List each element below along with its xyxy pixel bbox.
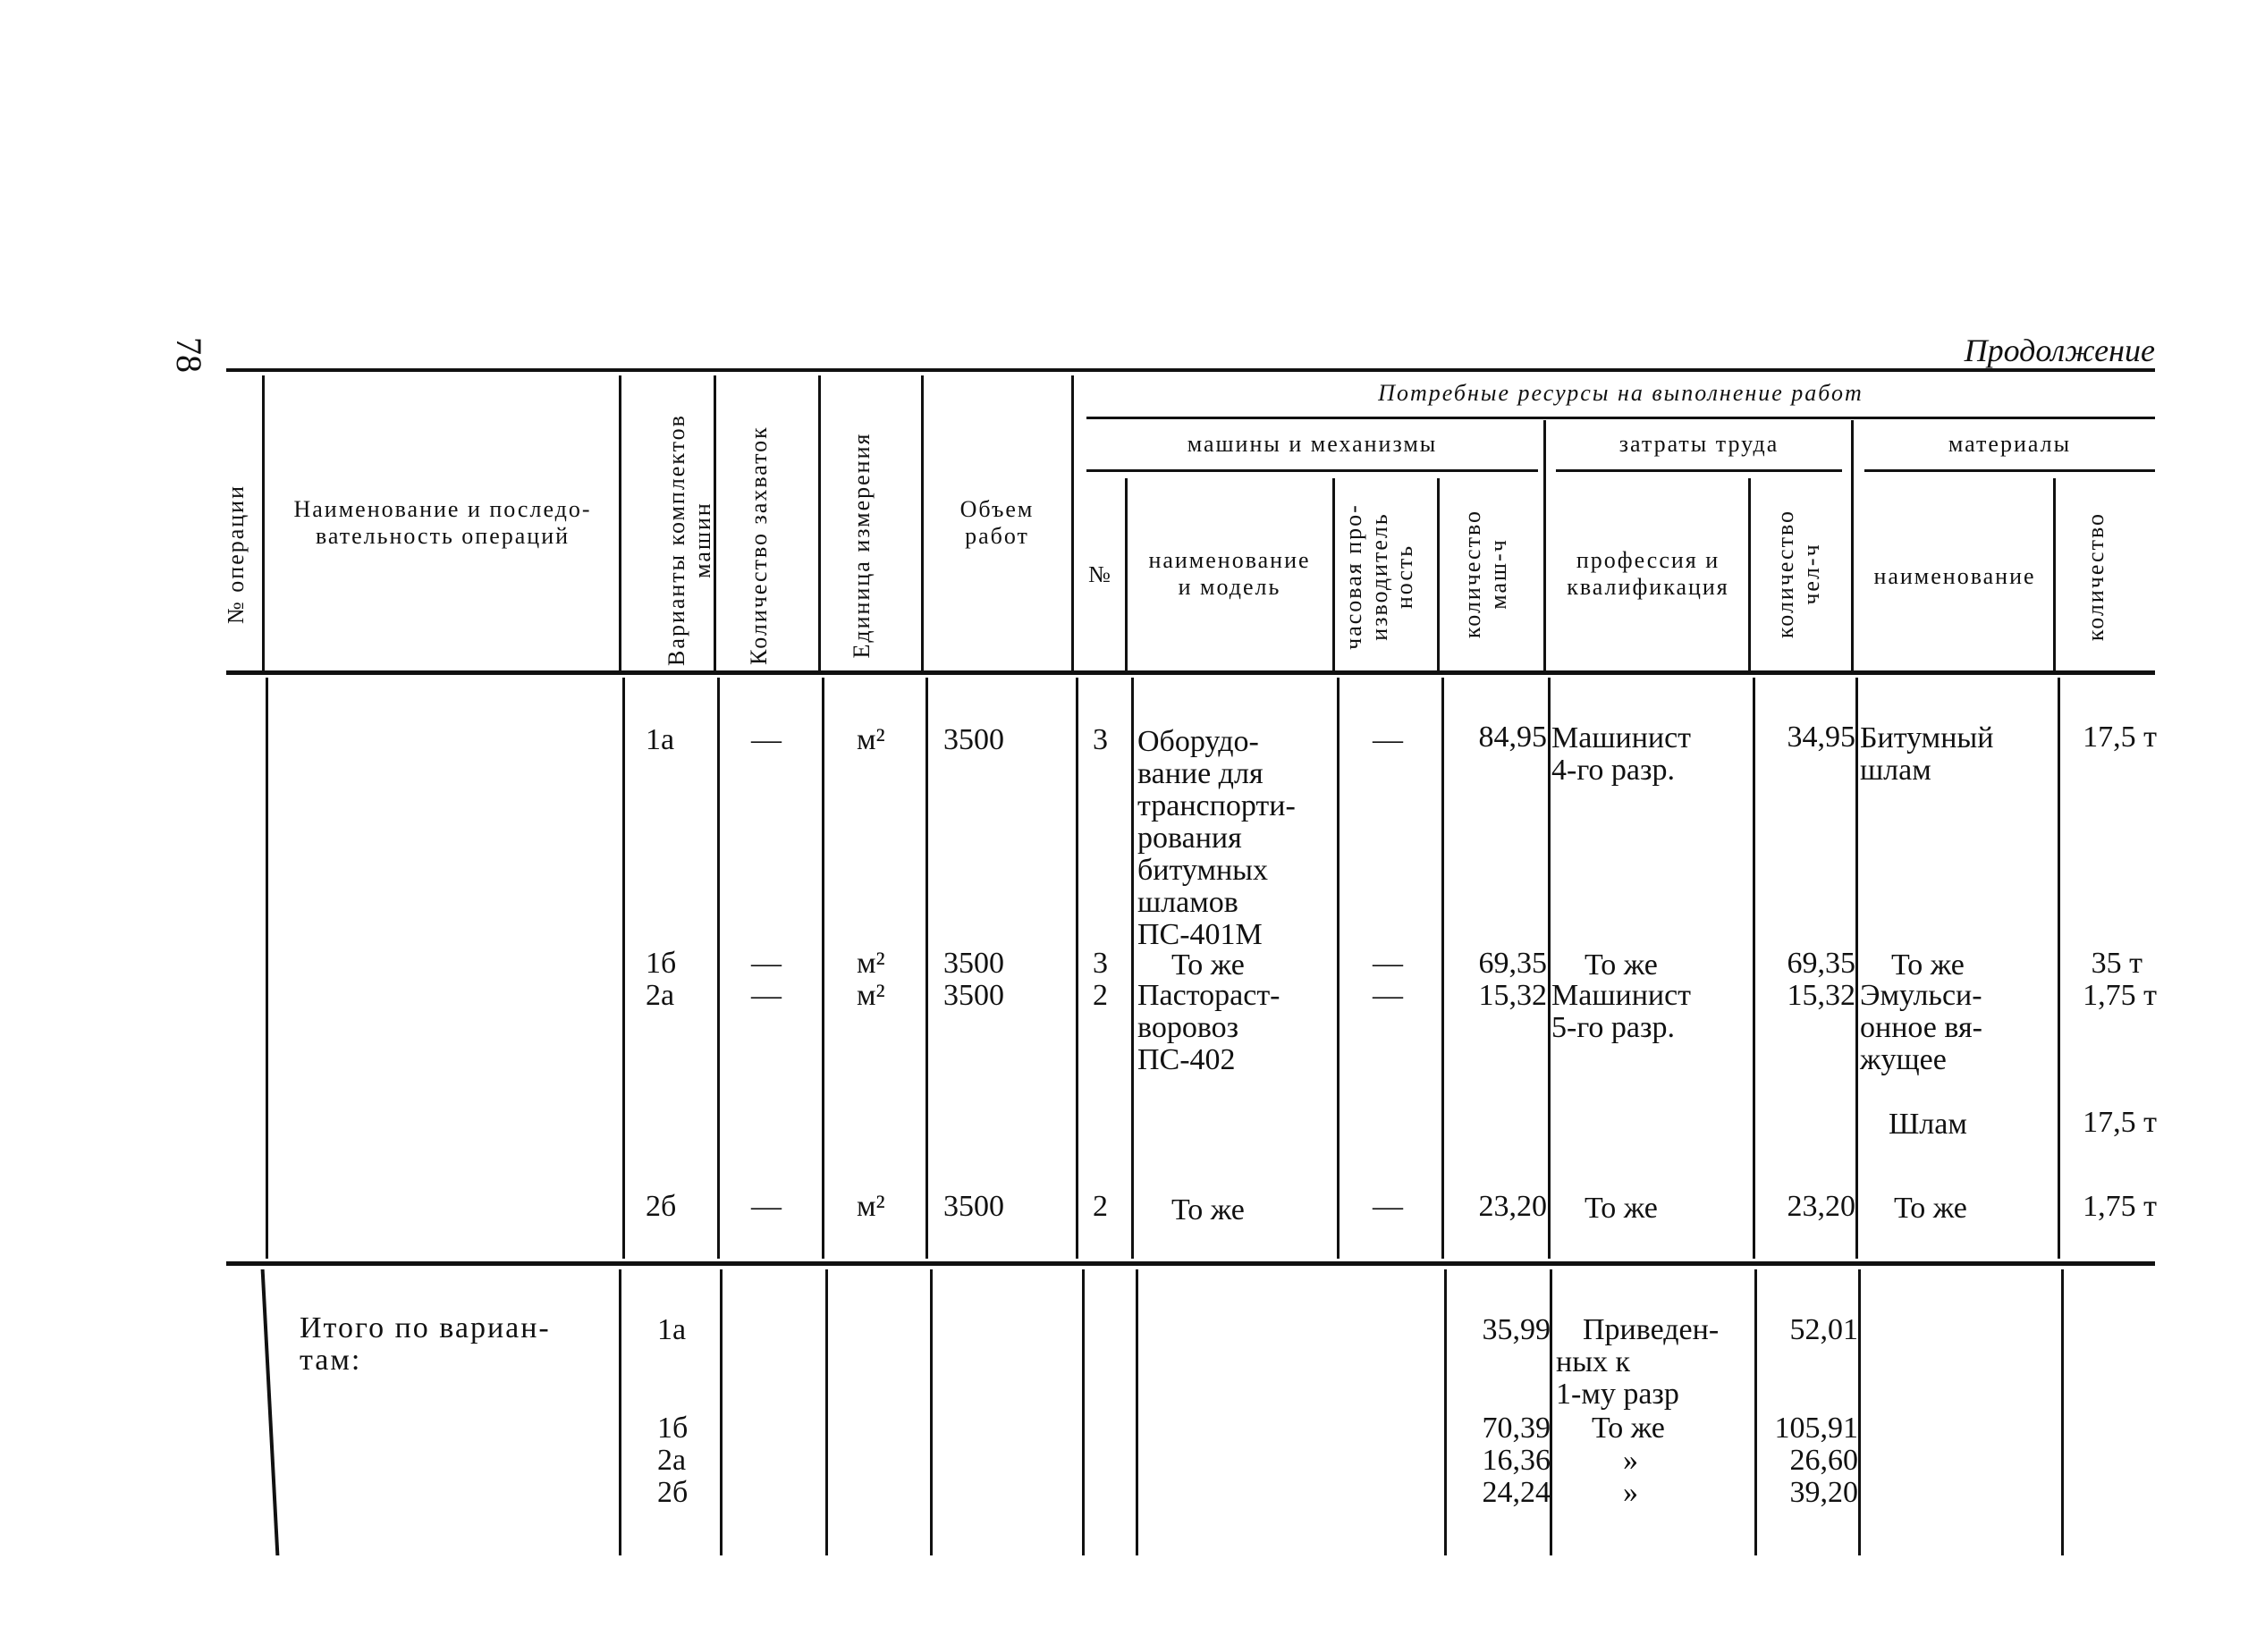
totals-row-profession: Приведен- ных к 1-му разр <box>1556 1313 1720 1412</box>
header-divider <box>262 375 265 670</box>
table-row-variant: 2б <box>646 1190 677 1223</box>
header-divider <box>921 375 924 670</box>
totals-divider <box>619 1269 621 1555</box>
totals-divider <box>2061 1269 2064 1555</box>
totals-row-labor-hours: 105,91 <box>1774 1412 1858 1445</box>
totals-label: Итого по вариан- там: <box>300 1311 551 1377</box>
totals-divider <box>720 1269 723 1555</box>
table-row-machine-no: 3 <box>1093 723 1108 756</box>
header-divider <box>1543 420 1546 670</box>
table-row-labor-hours: 15,32 <box>1787 979 1855 1012</box>
header-grips: Количество захваток <box>746 426 772 665</box>
table-row-profession: Машинист 4-го разр. <box>1551 721 1692 788</box>
body-divider <box>1131 678 1134 1259</box>
header-divider <box>1748 478 1751 670</box>
table-row-grips: — <box>751 723 782 756</box>
totals-divider <box>1082 1269 1085 1555</box>
totals-row-mach-hours: 35,99 <box>1482 1313 1551 1346</box>
table-row-machine-no: 3 <box>1093 947 1108 980</box>
header-machine-hours: количество маш-ч <box>1459 509 1511 639</box>
table-row-material-qty: 1,75 т <box>2083 1190 2157 1223</box>
header-divider <box>818 375 821 670</box>
table-row-profession: То же <box>1585 1192 1658 1225</box>
table-row-unit: м² <box>857 723 885 756</box>
table-row-mach-hours: 23,20 <box>1478 1190 1547 1223</box>
table-row-material-qty: 1,75 т <box>2083 979 2157 1012</box>
table-row-volume: 3500 <box>943 979 1004 1012</box>
totals-row-labor-hours: 26,60 <box>1789 1444 1858 1477</box>
table-row-mach-hours: 15,32 <box>1478 979 1547 1012</box>
table-row-material: Битумный шлам <box>1860 721 1994 788</box>
header-unit: Единица измерения <box>849 432 875 659</box>
totals-row-mach-hours: 24,24 <box>1482 1476 1551 1509</box>
table-row-material-qty: 35 т <box>2091 947 2142 980</box>
header-divider <box>619 375 621 670</box>
header-materials: материалы <box>1948 431 2072 457</box>
table-row-labor-hours: 69,35 <box>1787 947 1855 980</box>
totals-divider <box>930 1269 933 1555</box>
header-divider <box>1125 478 1128 670</box>
header-machine-no: № <box>1088 561 1112 587</box>
table-row-grips: — <box>751 979 782 1012</box>
table-row-labor-hours: 23,20 <box>1787 1190 1855 1223</box>
totals-divider <box>1858 1269 1861 1555</box>
table-row-rate: — <box>1373 1190 1403 1223</box>
totals-divider <box>1136 1269 1138 1555</box>
table-row-material: Шлам <box>1889 1108 1967 1141</box>
resources-rule <box>1086 417 2155 419</box>
totals-row-variant: 2а <box>657 1444 687 1477</box>
table-row-unit: м² <box>857 979 885 1012</box>
materials-rule <box>1864 469 2155 472</box>
header-resources: Потребные ресурсы на выполнение работ <box>1378 380 1864 406</box>
body-bottom-rule <box>226 1261 2155 1266</box>
table-row-grips: — <box>751 1190 782 1223</box>
table-row-variant: 1б <box>646 947 677 980</box>
table-row-profession: Машинист 5-го разр. <box>1551 979 1692 1045</box>
body-divider <box>266 678 268 1259</box>
totals-row-profession: То же <box>1592 1412 1665 1445</box>
body-divider <box>1337 678 1340 1259</box>
header-volume: Объем работ <box>959 496 1035 549</box>
body-divider <box>822 678 824 1259</box>
totals-row-profession: » <box>1623 1444 1638 1477</box>
body-divider <box>717 678 720 1259</box>
body-divider <box>1855 678 1858 1259</box>
table-row-machine: Оборудо- вание для транспорти- рования битумных шламов ПС-401М <box>1137 725 1296 952</box>
body-divider <box>622 678 625 1259</box>
body-divider <box>1076 678 1078 1259</box>
table-row-machine: То же <box>1171 948 1245 982</box>
table-row-mach-hours: 69,35 <box>1478 947 1547 980</box>
table-row-material-qty: 17,5 т <box>2083 1106 2157 1139</box>
machines-rule <box>1086 469 1538 472</box>
table-row-unit: м² <box>857 947 885 980</box>
totals-divider <box>261 1269 280 1555</box>
header-bottom-rule <box>226 670 2155 675</box>
table-row-material: То же <box>1891 948 1965 982</box>
header-divider <box>1437 478 1440 670</box>
labor-rule <box>1556 469 1842 472</box>
table-row-variant: 1а <box>646 723 675 756</box>
header-divider <box>1332 478 1335 670</box>
table-row-profession: То же <box>1585 948 1658 982</box>
table-row-machine-no: 2 <box>1093 979 1108 1012</box>
totals-row-variant: 1б <box>657 1412 689 1445</box>
totals-row-labor-hours: 52,01 <box>1789 1313 1858 1346</box>
header-divider <box>1071 375 1074 670</box>
header-variants: Варианты комплектов машин <box>663 414 715 666</box>
table-row-unit: м² <box>857 1190 885 1223</box>
table-row-material: Эмульси- онное вя- жущее <box>1860 979 1982 1077</box>
table-row-variant: 2а <box>646 979 675 1012</box>
table-row-volume: 3500 <box>943 1190 1004 1223</box>
body-divider <box>925 678 928 1259</box>
table-row-volume: 3500 <box>943 947 1004 980</box>
table-top-rule <box>226 368 2155 372</box>
table-row-material: То же <box>1894 1192 1967 1225</box>
header-machine-rate: часовая про- изводитель ность <box>1340 503 1418 650</box>
table-row-machine: Пастораст- воровоз ПС-402 <box>1137 979 1280 1077</box>
header-material-qty: количество <box>2083 511 2109 642</box>
totals-divider <box>825 1269 828 1555</box>
header-machines: машины и механизмы <box>1187 431 1438 457</box>
page-number: 78 <box>169 337 209 373</box>
header-op-name: Наименование и последо- вательность операций <box>293 496 592 549</box>
header-profession: профессия и квалификация <box>1567 547 1729 600</box>
body-divider <box>1548 678 1551 1259</box>
table-row-labor-hours: 34,95 <box>1787 721 1855 754</box>
table-row-rate: — <box>1373 723 1403 756</box>
totals-row-profession: » <box>1623 1476 1638 1509</box>
totals-row-mach-hours: 70,39 <box>1482 1412 1551 1445</box>
continuation-caption: Продолжение <box>1964 333 2155 368</box>
totals-row-variant: 2б <box>657 1476 689 1509</box>
table-row-machine: То же <box>1171 1193 1245 1226</box>
table-row-rate: — <box>1373 947 1403 980</box>
table-row-mach-hours: 84,95 <box>1478 721 1547 754</box>
table-row-rate: — <box>1373 979 1403 1012</box>
header-divider <box>1851 420 1854 670</box>
header-labor-hours: количество чел-ч <box>1772 509 1824 639</box>
header-material-name: наименование <box>1873 563 2036 589</box>
totals-row-variant: 1а <box>657 1313 687 1346</box>
header-machine-name: наименование и модель <box>1148 547 1311 600</box>
table-row-grips: — <box>751 947 782 980</box>
table-row-machine-no: 2 <box>1093 1190 1108 1223</box>
table-row-volume: 3500 <box>943 723 1004 756</box>
header-labor: затраты труда <box>1618 431 1779 457</box>
header-op-no: № операции <box>223 484 249 625</box>
table-row-material-qty: 17,5 т <box>2083 721 2157 754</box>
totals-row-labor-hours: 39,20 <box>1789 1476 1858 1509</box>
totals-row-mach-hours: 16,36 <box>1482 1444 1551 1477</box>
